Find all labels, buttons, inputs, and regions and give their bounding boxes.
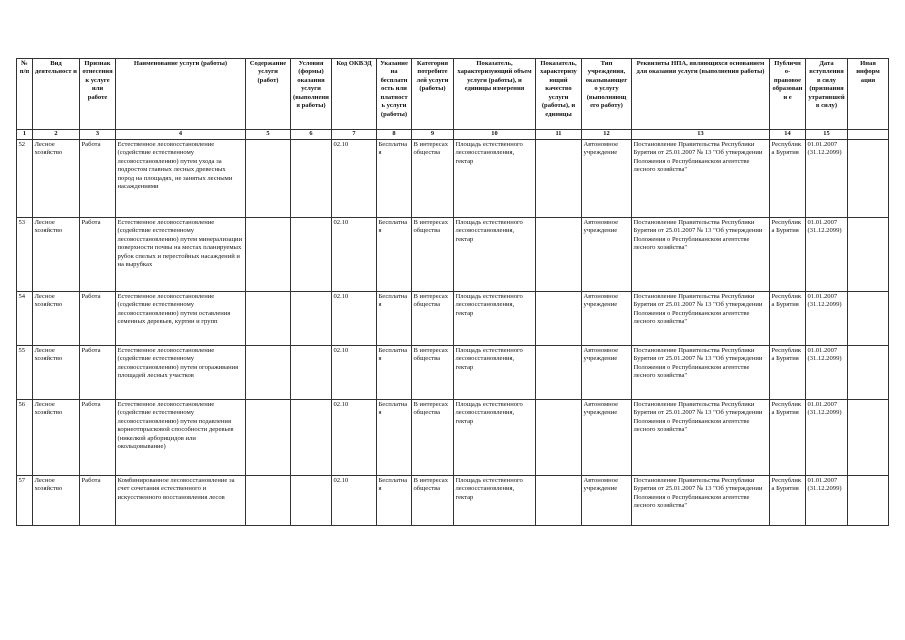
content-cell [246,218,291,292]
sign-cell: Работа [80,400,116,476]
npa-cell: Постановление Правительства Республики Бурятия от 25.01.2007 № 13 "Об утверждении Положения о Республиканском агентстве лесного хозяйства" [632,218,770,292]
paid-cell: Бесплатна я [377,140,412,218]
type-cell: Автономное учреждение [582,346,632,400]
content-cell [246,140,291,218]
paid-cell: Бесплатна я [377,218,412,292]
public-entity-cell: Республик а Бурятия [770,218,806,292]
row-number: 57 [17,476,33,526]
npa-cell: Постановление Правительства Республики Бурятия от 25.01.2007 № 13 "Об утверждении Положения о Республиканском агентстве лесного хозяйства" [632,140,770,218]
header-cell-npa: Реквизиты НПА, являющихся основанием для оказания услуги (выполнения работы) [632,59,770,130]
row-number: 54 [17,292,33,346]
header-cell-name: Наименование услуги (работы) [116,59,246,130]
header-cell-okved: Код ОКВЭД [332,59,377,130]
activity-cell: Лесное хозяйство [33,292,80,346]
column-number: 7 [332,130,377,140]
header-cell-quality: Показатель, характеризу ющий качество услуги (работы), и единицы [536,59,582,130]
sign-cell: Работа [80,218,116,292]
date-cell: 01.01.2007 (31.12.2099) [806,346,848,400]
category-cell: В интересах общества [412,218,454,292]
type-cell: Автономное учреждение [582,400,632,476]
header-cell-type: Тип учреждения, оказывающег о услугу (выполняющ его работу) [582,59,632,130]
header-cell-number: № п/п [17,59,33,130]
conditions-cell [291,476,332,526]
column-number: 1 [17,130,33,140]
content-cell [246,292,291,346]
public-entity-cell: Республик а Бурятия [770,292,806,346]
date-cell: 01.01.2007 (31.12.2099) [806,140,848,218]
content-cell [246,346,291,400]
paid-cell: Бесплатна я [377,476,412,526]
category-cell: В интересах общества [412,140,454,218]
activity-cell: Лесное хозяйство [33,400,80,476]
services-registry-table [16,58,889,526]
npa-cell: Постановление Правительства Республики Бурятия от 25.01.2007 № 13 "Об утверждении Положения о Республиканском агентстве лесного хозяйства" [632,292,770,346]
volume-cell: Площадь естественного лесовосстановления, гектар [454,400,536,476]
quality-cell [536,346,582,400]
category-cell: В интересах общества [412,476,454,526]
table-row [17,140,889,218]
conditions-cell [291,292,332,346]
paid-cell: Бесплатна я [377,400,412,476]
service-name-cell: Естественное лесовосстановление (содействие естественному лесовосстановлению) путем ухода за подростом главных лесных древесных пород на площадях, не занятых лесными насаждениями [116,140,246,218]
column-number: 5 [246,130,291,140]
column-number: 13 [632,130,770,140]
column-number: 12 [582,130,632,140]
other-cell [848,346,889,400]
column-number: 9 [412,130,454,140]
activity-cell: Лесное хозяйство [33,346,80,400]
volume-cell: Площадь естественного лесовосстановления, гектар [454,140,536,218]
quality-cell [536,476,582,526]
column-number: 15 [806,130,848,140]
okved-cell: 02.10 [332,292,377,346]
date-cell: 01.01.2007 (31.12.2099) [806,218,848,292]
volume-cell: Площадь естественного лесовосстановления, гектар [454,292,536,346]
header-cell-sign: Признак отнесения к услуге или работе [80,59,116,130]
activity-cell: Лесное хозяйство [33,140,80,218]
volume-cell: Площадь естественного лесовосстановления, гектар [454,218,536,292]
row-number: 52 [17,140,33,218]
npa-cell: Постановление Правительства Республики Бурятия от 25.01.2007 № 13 "Об утверждении Положения о Республиканском агентстве лесного хозяйства" [632,346,770,400]
service-name-cell: Естественное лесовосстановление (содействие естественному лесовосстановлению) путем оставления семенных деревьев, куртин и групп [116,292,246,346]
okved-cell: 02.10 [332,346,377,400]
paid-cell: Бесплатна я [377,292,412,346]
sign-cell: Работа [80,292,116,346]
activity-cell: Лесное хозяйство [33,476,80,526]
header-cell-date: Дата вступления в силу (признания утратившей в силу) [806,59,848,130]
quality-cell [536,400,582,476]
date-cell: 01.01.2007 (31.12.2099) [806,400,848,476]
sign-cell: Работа [80,346,116,400]
quality-cell [536,140,582,218]
header-cell-other: Иная информ ация [848,59,889,130]
header-row [17,59,889,130]
quality-cell [536,218,582,292]
table-row [17,346,889,400]
public-entity-cell: Республик а Бурятия [770,346,806,400]
column-number: 4 [116,130,246,140]
other-cell [848,476,889,526]
column-number-row [17,130,889,140]
paid-cell: Бесплатна я [377,346,412,400]
sign-cell: Работа [80,476,116,526]
okved-cell: 02.10 [332,400,377,476]
npa-cell: Постановление Правительства Республики Бурятия от 25.01.2007 № 13 "Об утверждении Положения о Республиканском агентстве лесного хозяйства" [632,400,770,476]
conditions-cell [291,218,332,292]
column-number: 8 [377,130,412,140]
table-row [17,218,889,292]
okved-cell: 02.10 [332,218,377,292]
table-row [17,400,889,476]
other-cell [848,218,889,292]
column-number: 14 [770,130,806,140]
type-cell: Автономное учреждение [582,140,632,218]
row-number: 55 [17,346,33,400]
other-cell [848,400,889,476]
conditions-cell [291,346,332,400]
column-number: 6 [291,130,332,140]
column-number-empty [848,130,889,140]
sign-cell: Работа [80,140,116,218]
category-cell: В интересах общества [412,346,454,400]
category-cell: В интересах общества [412,400,454,476]
header-cell-public: Публичн о-правовое образовани е [770,59,806,130]
column-number: 3 [80,130,116,140]
okved-cell: 02.10 [332,140,377,218]
type-cell: Автономное учреждение [582,476,632,526]
header-cell-content: Содержание услуги (работ) [246,59,291,130]
row-number: 53 [17,218,33,292]
content-cell [246,476,291,526]
type-cell: Автономное учреждение [582,292,632,346]
row-number: 56 [17,400,33,476]
other-cell [848,140,889,218]
volume-cell: Площадь естественного лесовосстановления, гектар [454,476,536,526]
npa-cell: Постановление Правительства Республики Бурятия от 25.01.2007 № 13 "Об утверждении Положения о Республиканском агентстве лесного хозяйства" [632,476,770,526]
conditions-cell [291,140,332,218]
okved-cell: 02.10 [332,476,377,526]
public-entity-cell: Республик а Бурятия [770,476,806,526]
header-cell-category: Категория потребите лей услуги (работы) [412,59,454,130]
other-cell [848,292,889,346]
content-cell [246,400,291,476]
date-cell: 01.01.2007 (31.12.2099) [806,476,848,526]
service-name-cell: Естественное лесовосстановление (содействие естественному лесовосстановлению) путем огораживания площадей лесных участков [116,346,246,400]
column-number: 2 [33,130,80,140]
table-row [17,292,889,346]
category-cell: В интересах общества [412,292,454,346]
date-cell: 01.01.2007 (31.12.2099) [806,292,848,346]
quality-cell [536,292,582,346]
header-cell-activity: Вид деятельност и [33,59,80,130]
public-entity-cell: Республик а Бурятия [770,400,806,476]
header-cell-conditions: Условия (формы) оказания услуги (выполнения работы) [291,59,332,130]
volume-cell: Площадь естественного лесовосстановления, гектар [454,346,536,400]
service-name-cell: Естественное лесовосстановление (содействие естественному лесовосстановлению) путем подавления корнеотпрысковой способности деревьев (никелкой арборицидов или окольцовывание) [116,400,246,476]
service-name-cell: Комбинированное лесовосстановление за счет сочетания естественного и искусственного восстановления лесов [116,476,246,526]
column-number: 10 [454,130,536,140]
header-cell-volume: Показатель, характеризующий объем услуги (работы), и единицы измерения [454,59,536,130]
type-cell: Автономное учреждение [582,218,632,292]
conditions-cell [291,400,332,476]
table-row [17,476,889,526]
column-number: 11 [536,130,582,140]
activity-cell: Лесное хозяйство [33,218,80,292]
public-entity-cell: Республик а Бурятия [770,140,806,218]
header-cell-paid: Указание на бесплатн ость или платност ь услуги (работы) [377,59,412,130]
service-name-cell: Естественное лесовосстановление (содействие естественному лесовосстановлению) путем минерализации поверхности почвы на местах планируемых рубок спелых и перестойных насаждений и на вырубках [116,218,246,292]
